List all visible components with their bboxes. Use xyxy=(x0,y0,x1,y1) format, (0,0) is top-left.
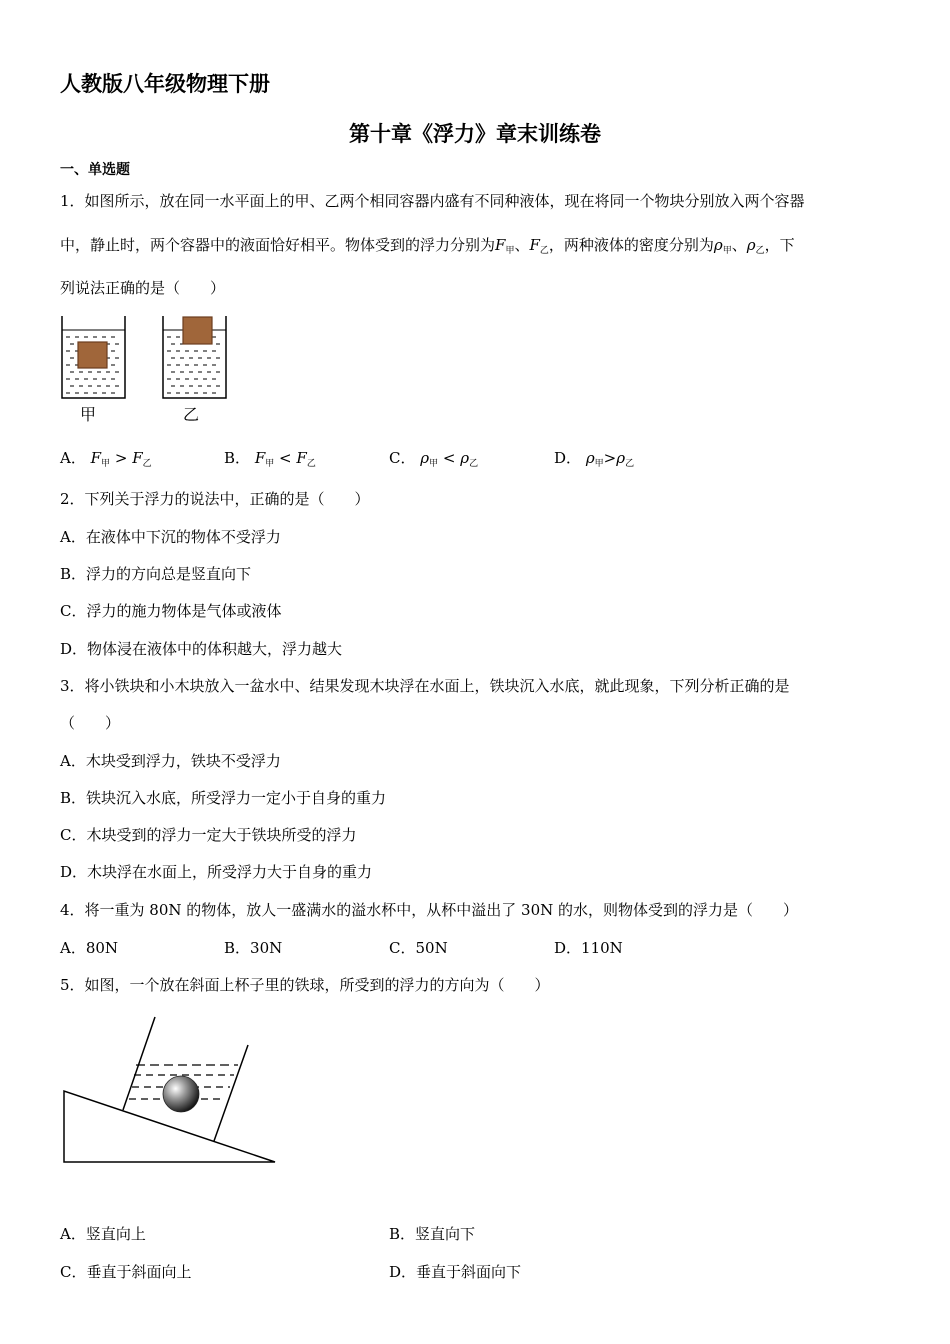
q5-stem: 5．如图，一个放在斜面上杯子里的铁球，所受到的浮力的方向为（ ） xyxy=(60,976,550,994)
q3-stem-line1: 3．将小铁块和小木块放入一盆水中、结果发现木块浮在水面上，铁块沉入水底，就此现象，下列分析正确的是 xyxy=(60,677,790,695)
q1-option-c[interactable]: C． $\rho_甲 < \rho_乙$ xyxy=(389,449,479,469)
q2-option-a[interactable]: A．在液体中下沉的物体不受浮力 xyxy=(60,528,281,546)
container-yi xyxy=(163,316,226,398)
q5-figure xyxy=(60,1015,280,1165)
q3-option-c[interactable]: C．木块受到的浮力一定大于铁块所受的浮力 xyxy=(60,826,357,844)
q3-option-d[interactable]: D．木块浮在水面上，所受浮力大于自身的重力 xyxy=(60,863,373,881)
q1-stem-line3: 列说法正确的是（ ） xyxy=(60,279,226,297)
q3-option-a[interactable]: A．木块受到浮力，铁块不受浮力 xyxy=(60,752,281,770)
q1-stem-text-b: ，两种液体的密度分别为 xyxy=(548,236,714,254)
q1-option-d[interactable]: D． $\rho_甲>\rho_乙$ xyxy=(554,449,635,469)
q1-force-jia: $F_甲$ xyxy=(495,236,515,256)
q5-option-d[interactable]: D．垂直于斜面向下 xyxy=(389,1263,522,1281)
publisher-heading: 人教版八年级物理下册 xyxy=(60,72,270,96)
page-title: 第十章《浮力》章末训练卷 xyxy=(349,122,601,146)
q2-option-c[interactable]: C．浮力的施力物体是气体或液体 xyxy=(60,602,282,620)
q4-stem: 4．将一重为 80N 的物体，放人一盛满水的溢水杯中，从杯中溢出了 30N 的水，则物体受到的浮力是（ ） xyxy=(60,901,799,919)
q1-option-a[interactable]: A． $F_甲 > F_乙$ xyxy=(60,449,152,469)
q5-option-a[interactable]: A．竖直向上 xyxy=(60,1225,146,1243)
fig-label-yi: 乙 xyxy=(183,405,200,424)
q1-density-jia: $\rho_甲$ xyxy=(713,236,732,256)
wood-block-jia xyxy=(78,342,107,368)
q1-stem-line2: 中，静止时，两个容器中的液面恰好相平。物体受到的浮力分别为$F_甲$、$F_乙$，两种液体的密度分别为$\rho_甲$、$\rho_乙$，下 xyxy=(60,236,795,256)
q1-stem-text-a: 中，静止时，两个容器中的液面恰好相平。物体受到的浮力分别为 xyxy=(60,236,496,254)
cup-right-wall xyxy=(214,1045,248,1141)
container-jia xyxy=(62,316,125,398)
q2-option-d[interactable]: D．物体浸在液体中的体积越大，浮力越大 xyxy=(60,640,343,658)
q2-stem: 2．下列关于浮力的说法中，正确的是（ ） xyxy=(60,490,370,508)
fig-label-jia: 甲 xyxy=(80,405,97,424)
iron-ball xyxy=(163,1076,199,1112)
q3-stem-line2: （ ） xyxy=(60,714,121,732)
q2-option-b[interactable]: B．浮力的方向总是竖直向下 xyxy=(60,565,252,583)
q3-option-b[interactable]: B．铁块沉入水底，所受浮力一定小于自身的重力 xyxy=(60,789,387,807)
q1-option-b[interactable]: B． $F_甲 < F_乙$ xyxy=(224,449,316,469)
q5-option-c[interactable]: C．垂直于斜面向上 xyxy=(60,1263,192,1281)
q4-option-d[interactable]: D．110N xyxy=(554,939,623,957)
q5-option-b[interactable]: B．竖直向下 xyxy=(389,1225,476,1243)
q1-stem-text-c: ，下 xyxy=(764,236,795,254)
q4-option-b[interactable]: B．30N xyxy=(224,939,283,957)
q4-option-a[interactable]: A．80N xyxy=(60,939,119,957)
q1-density-yi: $\rho_乙$ xyxy=(746,236,765,256)
section-heading: 一、单选题 xyxy=(60,162,130,178)
q1-stem-line1: 1．如图所示，放在同一水平面上的甲、乙两个相同容器内盛有不同种液体，现在将同一个物块分别放入两个容器 xyxy=(60,192,805,210)
cup-left-wall xyxy=(123,1017,155,1110)
q1-force-yi: $F_乙$ xyxy=(529,236,549,256)
wood-block-yi xyxy=(183,317,212,344)
q4-option-c[interactable]: C．50N xyxy=(389,939,448,957)
